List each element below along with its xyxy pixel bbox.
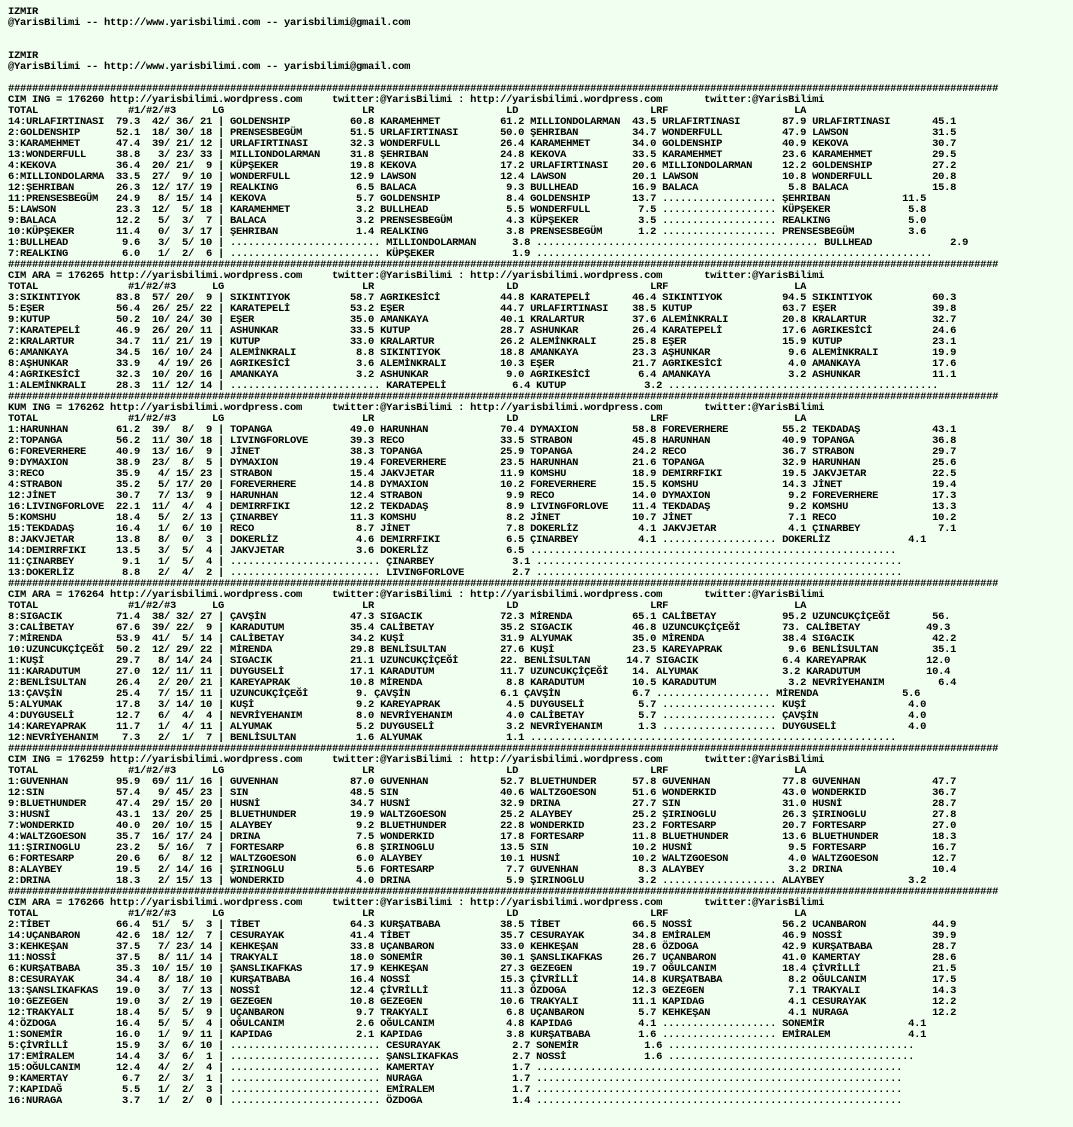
text-line: 5:EŞER 56.4 26/ 25/ 22 | KARATEPELİ 53.2 EŞER 44.7 URLAFIRTINASI 38.5 KUTUP 63.7 EŞER 39.8 — [8, 303, 957, 315]
text-line: 8:JAKVJETAR 13.8 8/ 0/ 3 | DOKERLİZ 4.6 DEMIRRFIKI 6.5 ÇINARBEY 4.1 ................... DOKERLİZ 4.1 — [8, 534, 927, 546]
text-line: 16:NURAGA 3.7 1/ 2/ 0 | ......................... ÖZDOGA 1.4 ............................................................. — [8, 1095, 903, 1107]
text-line: 2:BENLİSULTAN 26.4 2/ 20/ 21 | KAREYAPRAK 10.8 MİRENDA 8.8 KARADUTUM 10.5 KARADUTUM 3.2 NEVRİYEHANIM 6.4 — [8, 677, 957, 689]
text-line: 14:UÇANBARON 42.6 18/ 12/ 7 | CESURAYAK 41.4 TİBET 35.7 CESURAYAK 34.8 EMİRALEM 46.9 NOSSİ 39.9 — [8, 930, 957, 942]
text-line: 15:TEKDADAŞ 16.4 1/ 6/ 10 | RECO 8.7 JİNET 7.8 DOKERLİZ 4.1 JAKVJETAR 4.1 ÇINARBEY 7.1 — [8, 523, 957, 535]
text-line: 7:WONDERKID 40.0 20/ 10/ 15 | ALAYBEY 9.2 BLUETHUNDER 22.8 WONDERKID 23.2 FORTESARP 20.7 FORTESARP 27.0 — [8, 820, 957, 832]
text-line: CIM ARA = 176264 http://yarisbilimi.wordpress.com twitter:@YarisBilimi : http://yarisbilimi.wordpress.com twitter:@YarisBilimi — [8, 589, 825, 601]
text-line: 4:ÖZDOGA 16.4 5/ 5/ 4 | OĞULCANIM 2.6 OĞULCANIM 4.8 KAPIDAG 4.1 ................... SONEMİR 4.1 — [8, 1018, 927, 1030]
text-line: 12:SIN 57.4 9/ 45/ 23 | SIN 48.5 SIN 40.6 WALTZGOESON 51.6 WONDERKID 43.0 WONDERKID 36.7 — [8, 787, 957, 799]
text-line: 1:HARUNHAN 61.2 39/ 8/ 9 | TOPANGA 49.0 HARUNHAN 70.4 DYMAXION 58.8 FOREVERHERE 55.2 TEKDADAŞ 43.1 — [8, 424, 957, 436]
section-separator: ##################################################################################################################################################################### — [8, 391, 999, 403]
text-line: 9:KAMERTAY 6.7 2/ 3/ 1 | ......................... NURAGA 1.7 ............................................................. — [8, 1073, 903, 1085]
text-line: 14:URLAFIRTINASI 79.3 42/ 36/ 21 | GOLDENSHIP 60.8 KARAMEHMET 61.2 MILLIONDOLARMAN 43.5 URLAFIRTINASI 87.9 URLAFIRTINASI 45.1 — [8, 116, 957, 128]
text-line: 2:KRALARTUR 34.7 11/ 21/ 19 | KUTUP 33.0 KRALARTUR 26.2 ALEMİNKRALI 25.8 EŞER 15.9 KUTUP 23.1 — [8, 336, 957, 348]
text-line: 11:KARADUTUM 27.0 12/ 11/ 11 | DUYGUSELİ 17.1 KARADUTUM 11.7 UZUNCUKÇİÇEĞİ 14. ALYUMAK 3.2 KARADUTUM 10.4 — [8, 666, 951, 678]
text-line: 12:NEVRİYEHANIM 7.3 2/ 1/ 7 | BENLİSULTAN 1.6 ALYUMAK 1.1 ............................................................. — [8, 732, 897, 744]
text-line: 13:DOKERLİZ 8.8 2/ 4/ 2 | ......................... LIVINGFORLOVE 2.7 ............................................................. — [8, 567, 903, 579]
text-line: 5:KOMSHU 18.4 5/ 2/ 13 | ÇINARBEY 11.3 KOMSHU 8.2 JİNET 10.7 JİNET 7.1 RECO 10.2 — [8, 512, 957, 524]
text-line: 3:SIKINTIYOK 83.8 57/ 20/ 9 | SIKINTIYOK 58.7 AGRIKESİCİ 44.8 KARATEPELİ 46.4 SIKINTIYOK 94.5 SIKINTIYOK 60.3 — [8, 292, 957, 304]
text-line: 1:BULLHEAD 9.6 3/ 5/ 10 | ......................... MILLIONDOLARMAN 3.8 ............................................... BULLHEAD 2.9 — [8, 237, 969, 249]
text-line: 10:GEZEGEN 19.0 3/ 2/ 19 | GEZEGEN 10.8 GEZEGEN 10.6 TRAKYALI 11.1 KAPIDAG 4.1 CESURAYAK 12.2 — [8, 996, 957, 1008]
text-line: 12:JİNET 30.7 7/ 13/ 9 | HARUNHAN 12.4 STRABON 9.9 RECO 14.0 DYMAXION 9.2 FOREVERHERE 17.3 — [8, 490, 957, 502]
text-line: 7:MİRENDA 53.9 41/ 5/ 14 | CALİBETAY 34.2 KUŞİ 31.9 ALYUMAK 35.0 MİRENDA 38.4 SIGACIK 42.2 — [8, 633, 957, 645]
text-line: 9:KUTUP 50.2 10/ 24/ 30 | EŞER 35.0 AMANKAYA 40.1 KRALARTUR 37.6 ALEMİNKRALI 20.8 KRALARTUR 32.7 — [8, 314, 957, 326]
text-line: 3:RECO 35.9 4/ 15/ 23 | STRABON 15.4 JAKVJETAR 11.9 KOMSHU 18.9 DEMIRRFIKI 19.5 JAKVJETAR 22.5 — [8, 468, 957, 480]
text-line: 6:FORTESARP 20.6 6/ 8/ 12 | WALTZGOESON 6.0 ALAYBEY 10.1 HUSNİ 10.2 WALTZGOESON 4.0 WALTZGOESON 12.7 — [8, 853, 957, 865]
text-line: CIM ARA = 176265 http://yarisbilimi.wordpress.com twitter:@YarisBilimi : http://yarisbilimi.wordpress.com twitter:@YarisBilimi — [8, 270, 825, 282]
text-line: 7:KAPIDAĞ 5.5 1/ 2/ 3 | ......................... EMİRALEM 1.7 ............................................................. — [8, 1084, 903, 1096]
text-line: TOTAL #1/#2/#3 LG LR LD LRF LA — [8, 765, 807, 777]
text-line: @YarisBilimi -- http://www.yarisbilimi.com -- yarisbilimi@gmail.com — [8, 61, 411, 73]
section-separator: ##################################################################################################################################################################### — [8, 259, 999, 271]
section-separator: ##################################################################################################################################################################### — [8, 578, 999, 590]
text-line: 16:LIVINGFORLOVE 22.1 11/ 4/ 4 | DEMIRRFIKI 12.2 TEKDADAŞ 8.9 LIVINGFORLOVE 11.4 TEKDADAŞ 9.2 KOMSHU 13.3 — [8, 501, 957, 513]
text-line: 12:ŞEHRIBAN 26.3 12/ 17/ 19 | REALKING 6.5 BALACA 9.3 BULLHEAD 16.9 BALACA 5.8 BALACA 15.8 — [8, 182, 957, 194]
text-line: 8:ALAYBEY 19.5 2/ 14/ 16 | ŞIRINOGLU 5.6 FORTESARP 7.7 GUVENHAN 8.3 ALAYBEY 3.2 DRINA 10.4 — [8, 864, 957, 876]
text-line: 1:GUVENHAN 95.9 69/ 11/ 16 | GUVENHAN 87.0 GUVENHAN 52.7 BLUETHUNDER 57.8 GUVENHAN 77.8 GUVENHAN 47.7 — [8, 776, 957, 788]
text-line: @YarisBilimi -- http://www.yarisbilimi.com -- yarisbilimi@gmail.com — [8, 17, 411, 29]
text-line: 3:KEHKEŞAN 37.5 7/ 23/ 14 | KEHKEŞAN 33.8 UÇANBARON 33.0 KEHKEŞAN 28.6 ÖZDOGA 42.9 KURŞATBABA 28.7 — [8, 941, 957, 953]
text-line: 4:WALTZGOESON 35.7 16/ 17/ 24 | DRINA 7.5 WONDERKID 17.8 FORTESARP 11.8 BLUETHUNDER 13.6 BLUETHUNDER 18.3 — [8, 831, 957, 843]
text-line: 1:ALEMİNKRALI 28.3 11/ 12/ 14 | ......................... KARATEPELİ 6.4 KUTUP 3.2 ............................................. — [8, 380, 939, 392]
text-line: 7:KARATEPELİ 46.9 26/ 20/ 11 | ASHUNKAR 33.5 KUTUP 28.7 ASHUNKAR 26.4 KARATEPELİ 17.6 AGRIKESİCİ 24.6 — [8, 325, 957, 337]
text-line: 7:REALKING 6.0 1/ 2/ 6 | ......................... KÜPŞEKER 1.9 .................................................................. — [8, 248, 933, 260]
text-line: 13:WONDERFULL 38.8 3/ 23/ 33 | MILLIONDOLARMAN 31.8 ŞEHRIBAN 24.8 KEKOVA 33.5 KARAMEHMET 23.6 KARAMEHMET 29.5 — [8, 149, 957, 161]
text-line: KUM ING = 176262 http://yarisbilimi.wordpress.com twitter:@YarisBilimi : http://yarisbilimi.wordpress.com twitter:@YarisBilimi — [8, 402, 825, 414]
text-line: 11:ÇINARBEY 9.1 1/ 5/ 4 | ......................... ÇINARBEY 3.1 ............................................................. — [8, 556, 903, 568]
text-line: 4:STRABON 35.2 5/ 17/ 20 | FOREVERHERE 14.8 DYMAXION 10.2 FOREVERHERE 15.5 KOMSHU 14.3 JİNET 19.4 — [8, 479, 957, 491]
text-line: 2:GOLDENSHIP 52.1 18/ 30/ 18 | PRENSESBEGÜM 51.5 URLAFIRTINASI 50.0 ŞEHRIBAN 34.7 WONDERFULL 47.9 LAWSON 31.5 — [8, 127, 957, 139]
text-line: 4:AGRIKESİCİ 32.3 10/ 20/ 16 | AMANKAYA 3.2 ASHUNKAR 9.0 AGRIKESİCİ 6.4 AMANKAYA 3.2 ASHUNKAR 11.1 — [8, 369, 957, 381]
text-line — [8, 29, 1073, 40]
text-line: TOTAL #1/#2/#3 LG LR LD LRF LA — [8, 105, 807, 117]
text-line: 4:DUYGUSELİ 12.7 6/ 4/ 4 | NEVRİYEHANIM 8.0 NEVRİYEHANIM 4.0 CALİBETAY 5.7 ................... ÇAVŞİN 4.0 — [8, 710, 927, 722]
text-line: 3:KARAMEHMET 47.4 39/ 21/ 12 | URLAFIRTINASI 32.3 WONDERFULL 26.4 KARAMEHMET 34.0 GOLDENSHIP 40.9 KEKOVA 30.7 — [8, 138, 957, 150]
section-separator: ##################################################################################################################################################################### — [8, 83, 999, 95]
text-line: 8:AŞHUNKAR 33.9 4/ 19/ 26 | AGRIKESİCİ 3.6 ALEMİNKRALI 10.3 EŞER 21.7 AGRIKESİCİ 4.0 AMANKAYA 17.6 — [8, 358, 957, 370]
text-line: CIM ARA = 176266 http://yarisbilimi.wordpress.com twitter:@YarisBilimi : http://yarisbilimi.wordpress.com twitter:@YarisBilimi — [8, 897, 825, 909]
text-line: 1:SONEMİR 16.0 1/ 9/ 11 | KAPIDAG 2.1 KAPIDAG 3.8 KURŞATBABA 1.6 ................... EMİRALEM 4.1 — [8, 1029, 927, 1041]
text-line: TOTAL #1/#2/#3 LG LR LD LRF LA — [8, 908, 807, 920]
text-line: 2:TOPANGA 56.2 11/ 30/ 18 | LIVINGFORLOVE 39.3 RECO 33.5 STRABON 45.8 HARUNHAN 40.9 TOPANGA 36.8 — [8, 435, 957, 447]
text-line: 5:ALYUMAK 17.8 3/ 14/ 10 | KUŞİ 9.2 KAREYAPRAK 4.5 DUYGUSELİ 5.7 ................... KUŞİ 4.0 — [8, 699, 927, 711]
text-line: 4:KEKOVA 36.4 20/ 21/ 9 | KÜPŞEKER 19.8 KEKOVA 17.2 URLAFIRTINASI 20.6 MILLIONDOLARMAN 12.2 GOLDENSHIP 27.2 — [8, 160, 957, 172]
text-line: 8:SIGACIK 71.4 38/ 32/ 27 | ÇAVŞİN 47.3 SIGACIK 72.3 MİRENDA 65.1 CALİBETAY 95.2 UZUNCUKÇİÇEĞİ 56. — [8, 611, 951, 623]
text-line: 15:OĞULCANIM 12.4 4/ 2/ 4 | ......................... KAMERTAY 1.7 ............................................................. — [8, 1062, 903, 1074]
text-line: 9:BALACA 12.2 5/ 3/ 7 | BALACA 3.2 PRENSESBEGÜM 4.3 KÜPŞEKER 3.5 ................... REALKING 5.0 — [8, 215, 927, 227]
text-line: 13:ŞANSLIKAFKAS 19.0 3/ 7/ 13 | NOSSİ 12.4 ÇİVRİLLİ 11.3 ÖZDOGA 12.3 GEZEGEN 7.1 TRAKYALI 14.3 — [8, 985, 957, 997]
text-line: 11:PRENSESBEGÜM 24.9 8/ 15/ 14 | KEKOVA 5.7 GOLDENSHIP 8.4 GOLDENSHIP 13.7 ................... ŞEHRIBAN 11.5 — [8, 193, 927, 205]
text-line: TOTAL #1/#2/#3 LG LR LD LRF LA — [8, 600, 807, 612]
text-line: 2:TİBET 66.4 51/ 5/ 3 | TİBET 64.3 KURŞATBABA 38.5 TİBET 66.5 NOSSİ 56.2 UCANBARON 44.9 — [8, 919, 957, 931]
section-separator: ##################################################################################################################################################################### — [8, 886, 999, 898]
text-line — [8, 40, 1073, 51]
text-line: 9:BLUETHUNDER 47.4 29/ 15/ 20 | HUSNİ 34.7 HUSNİ 32.9 DRINA 27.7 SIN 31.0 HUSNİ 28.7 — [8, 798, 957, 810]
text-line: 3:CALİBETAY 67.6 39/ 22/ 9 | KARADUTUM 35.4 CALİBETAY 35.2 SIGACIK 46.8 UZUNCUKÇİÇEĞİ 73. CALİBETAY 49.3 — [8, 622, 951, 634]
text-line: 6:MILLIONDOLARMA 33.5 27/ 9/ 10 | WONDERFULL 12.9 LAWSON 12.4 LAWSON 20.1 LAWSON 10.8 WONDERFULL 20.8 — [8, 171, 957, 183]
text-line: CIM ING = 176259 http://yarisbilimi.wordpress.com twitter:@YarisBilimi : http://yarisbilimi.wordpress.com twitter:@YarisBilimi — [8, 754, 825, 766]
text-line: 14:DEMIRRFIKI 13.5 3/ 5/ 4 | JAKVJETAR 3.6 DOKERLİZ 6.5 ............................................................. — [8, 545, 897, 557]
text-line: 12:TRAKYALI 18.4 5/ 5/ 9 | UÇANBARON 9.7 TRAKYALI 6.8 UÇANBARON 5.7 KEHKEŞAN 4.1 NURAGA 12.2 — [8, 1007, 957, 1019]
text-line: IZMIR — [8, 6, 39, 18]
text-line: 17:EMİRALEM 14.4 3/ 6/ 1 | ......................... ŞANSLIKAFKAS 2.7 NOSSİ 1.6 ......................................... — [8, 1051, 915, 1063]
text-line: 5:LAWSON 23.3 12/ 5/ 18 | KARAMEHMET 3.2 BULLHEAD 5.5 WONDERFULL 7.5 ................... KÜPŞEKER 5.8 — [8, 204, 927, 216]
text-line: 6:KURŞATBABA 35.3 10/ 15/ 10 | ŞANSLIKAFKAS 17.9 KEHKEŞAN 27.3 GEZEGEN 19.7 OĞULCANIM 18.4 ÇİVRİLLİ 21.5 — [8, 963, 957, 975]
text-line: 5:ÇİVRİLLİ 15.9 3/ 6/ 10 | ......................... CESURAYAK 2.7 SONEMİR 1.6 ......................................... — [8, 1040, 915, 1052]
text-line: IZMIR — [8, 50, 39, 62]
text-line: 9:DYMAXION 38.9 23/ 8/ 5 | DYMAXION 19.4 FOREVERHERE 23.5 HARUNHAN 21.6 TOPANGA 32.9 HARUNHAN 25.6 — [8, 457, 957, 469]
text-line: TOTAL #1/#2/#3 LG LR LD LRF LA — [8, 281, 807, 293]
text-line: 14:KAREYAPRAK 11.7 1/ 4/ 11 | ALYUMAK 5.2 DUYGUSELİ 3.2 NEVRİYEHANIM 1.3 ................... DUYGUSELİ 4.0 — [8, 721, 927, 733]
text-line: CIM ING = 176260 http://yarisbilimi.wordpress.com twitter:@YarisBilimi : http://yarisbilimi.wordpress.com twitter:@YarisBilimi — [8, 94, 825, 106]
text-line: 6:FOREVERHERE 40.9 13/ 16/ 9 | JİNET 38.3 TOPANGA 25.9 TOPANGA 24.2 RECO 36.7 STRABON 29.7 — [8, 446, 957, 458]
text-line: 13:ÇAVŞİN 25.4 7/ 15/ 11 | UZUNCUKÇİÇEĞİ 9. ÇAVŞİN 6.1 ÇAVŞİN 6.7 ................... MİRENDA 5.6 — [8, 688, 921, 700]
text-line: 8:CESURAYAK 34.4 8/ 18/ 10 | KURŞATBABA 16.4 NOSSİ 15.3 ÇİVRİLLİ 14.8 KURŞATBABA 8.2 OĞULCANIM 17.5 — [8, 974, 957, 986]
text-line: 10:UZUNCUKÇİÇEĞİ 50.2 12/ 29/ 22 | MİRENDA 29.8 BENLİSULTAN 27.6 KUŞİ 23.5 KAREYAPRAK 9.6 BENLİSULTAN 35.1 — [8, 644, 957, 656]
text-line: TOTAL #1/#2/#3 LG LR LD LRF LA — [8, 413, 807, 425]
text-line: 11:NOSSİ 37.5 8/ 11/ 14 | TRAKYALI 18.0 SONEMİR 30.1 ŞANSLIKAFKAS 26.7 UÇANBARON 41.0 KAMERTAY 28.6 — [8, 952, 957, 964]
text-line: 1:KUŞİ 29.7 8/ 14/ 24 | SIGACIK 21.1 UZUNCUKÇİÇEĞİ 22. BENLİSULTAN 14.7 SIGACIK 6.4 KAREYAPRAK 12.0 — [8, 655, 951, 667]
text-line: 10:KÜPŞEKER 11.4 0/ 3/ 17 | ŞEHRIBAN 1.4 REALKING 3.8 PRENSESBEGÜM 1.2 ................... PRENSESBEGÜM 3.6 — [8, 226, 927, 238]
text-line: 3:HUSNİ 43.1 13/ 20/ 25 | BLUETHUNDER 19.9 WALTZGOESON 25.2 ALAYBEY 25.2 ŞIRINOGLU 26.3 ŞIRINOGLU 27.8 — [8, 809, 957, 821]
text-line: 11:ŞIRINOGLU 23.2 5/ 16/ 7 | FORTESARP 6.8 ŞIRINOGLU 13.5 SIN 10.2 HUSNİ 9.5 FORTESARP 16.7 — [8, 842, 957, 854]
text-line: 2:DRINA 18.3 2/ 15/ 13 | WONDERKID 4.0 DRINA 5.9 ŞIRINOGLU 3.2 ................... ALAYBEY 3.2 — [8, 875, 927, 887]
section-separator: ##################################################################################################################################################################### — [8, 743, 999, 755]
text-line: 6:AMANKAYA 34.5 16/ 10/ 24 | ALEMİNKRALI 8.8 SIKINTIYOK 18.8 AMANKAYA 23.3 AŞHUNKAR 9.6 ALEMİNKRALI 19.9 — [8, 347, 957, 359]
